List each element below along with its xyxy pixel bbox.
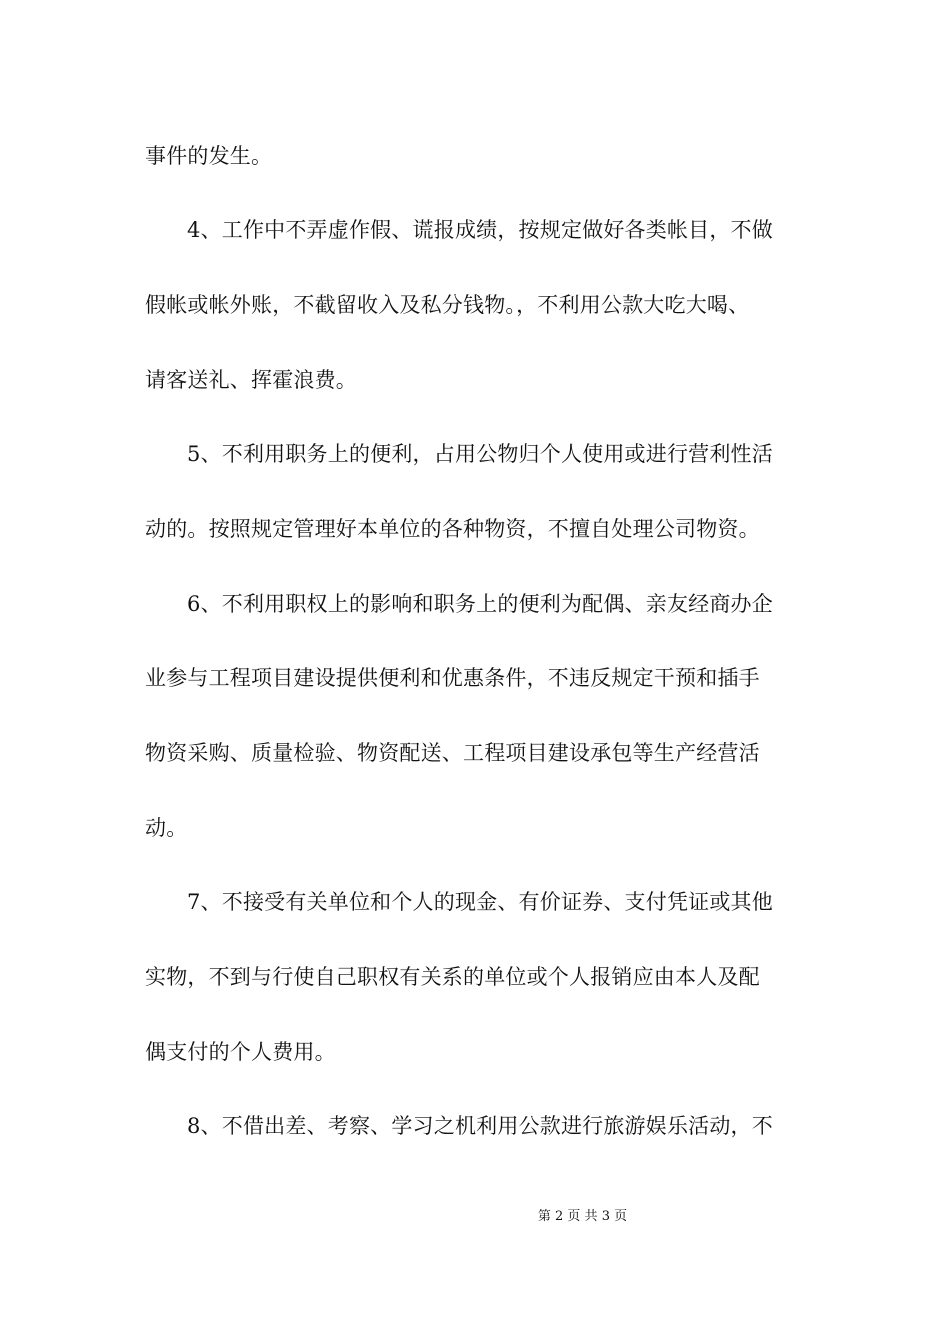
text-line-10: 动。 [145, 816, 188, 840]
text-line-9: 物资采购、质量检验、物资配送、工程项目建设承包等生产经营活 [145, 741, 760, 765]
text-line-14: 8、不借出差、考察、学习之机利用公款进行旅游娱乐活动，不 [187, 1114, 773, 1138]
text-line-2: 4、工作中不弄虚作假、谎报成绩，按规定做好各类帐目，不做 [187, 218, 773, 242]
text-line-6: 动的。按照规定管理好本单位的各种物资，不擅自处理公司物资。 [145, 517, 760, 541]
text-line-1: 事件的发生。 [145, 144, 273, 168]
page-footer: 第 2 页 共 3 页 [537, 1209, 628, 1224]
text-line-12: 实物，不到与行使自己职权有关系的单位或个人报销应由本人及配 [145, 965, 760, 989]
text-line-13: 偶支付的个人费用。 [145, 1040, 336, 1064]
text-line-8: 业参与工程项目建设提供便利和优惠条件，不违反规定干预和插手 [145, 666, 760, 690]
text-line-11: 7、不接受有关单位和个人的现金、有价证券、支付凭证或其他 [187, 890, 773, 914]
text-line-3: 假帐或帐外账，不截留收入及私分钱物。，不利用公款大吃大喝、 [145, 293, 750, 317]
text-line-4: 请客送礼、挥霍浪费。 [145, 368, 357, 392]
text-line-5: 5、不利用职务上的便利，占用公物归个人使用或进行营利性活 [187, 442, 773, 466]
text-line-7: 6、不利用职权上的影响和职务上的便利为配偶、亲友经商办企 [187, 592, 773, 616]
